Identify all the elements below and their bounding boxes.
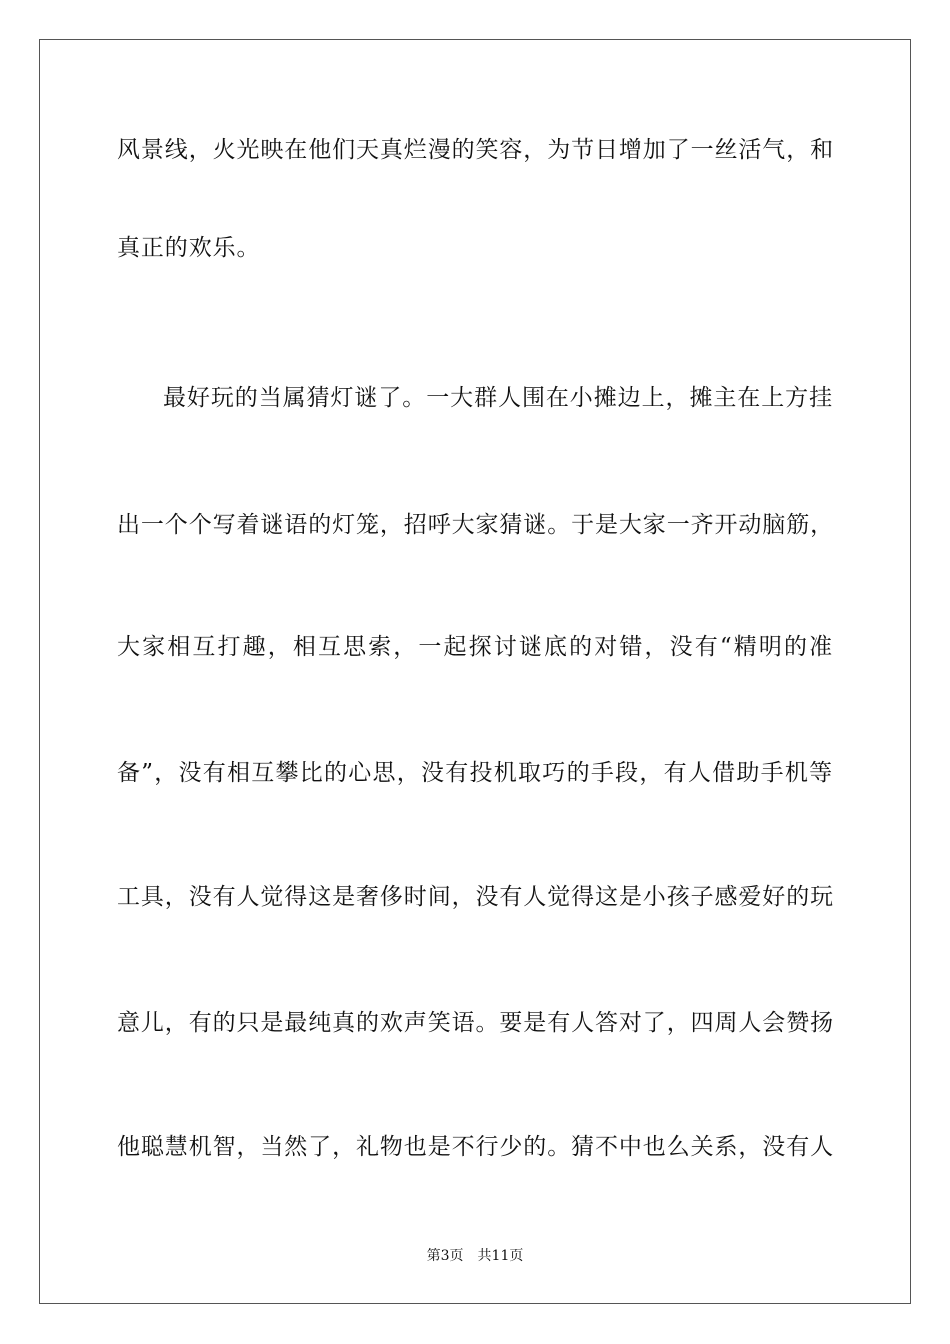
text-line-6: 备”，没有相互攀比的心思，没有投机取巧的手段，有人借助手机等 xyxy=(117,760,833,786)
text-line-9: 他聪慧机智，当然了，礼物也是不行少的。猜不中也么关系，没有人 xyxy=(117,1134,834,1160)
text-line-3-paragraph-start: 最好玩的当属猜灯谜了。一大群人围在小摊边上，摊主在上方挂 xyxy=(163,385,833,411)
text-line-7: 工具，没有人觉得这是奢侈时间，没有人觉得这是小孩子感爱好的玩 xyxy=(117,884,834,910)
page-number: 第3页 xyxy=(426,1248,464,1264)
page-total: 共11页 xyxy=(477,1248,524,1264)
text-line-5: 大家相互打趣，相互思索，一起探讨谜底的对错，没有“精明的准 xyxy=(117,634,833,660)
text-line-1: 风景线，火光映在他们天真烂漫的笑容，为节日增加了一丝活气，和 xyxy=(117,137,834,163)
text-line-2: 真正的欢乐。 xyxy=(117,235,261,261)
text-line-8: 意儿，有的只是最纯真的欢声笑语。要是有人答对了，四周人会赞扬 xyxy=(117,1010,834,1036)
page-border xyxy=(39,39,911,1304)
text-line-4: 出一个个写着谜语的灯笼，招呼大家猜谜。于是大家一齐开动脑筋， xyxy=(117,512,834,538)
page-footer xyxy=(0,1247,950,1265)
